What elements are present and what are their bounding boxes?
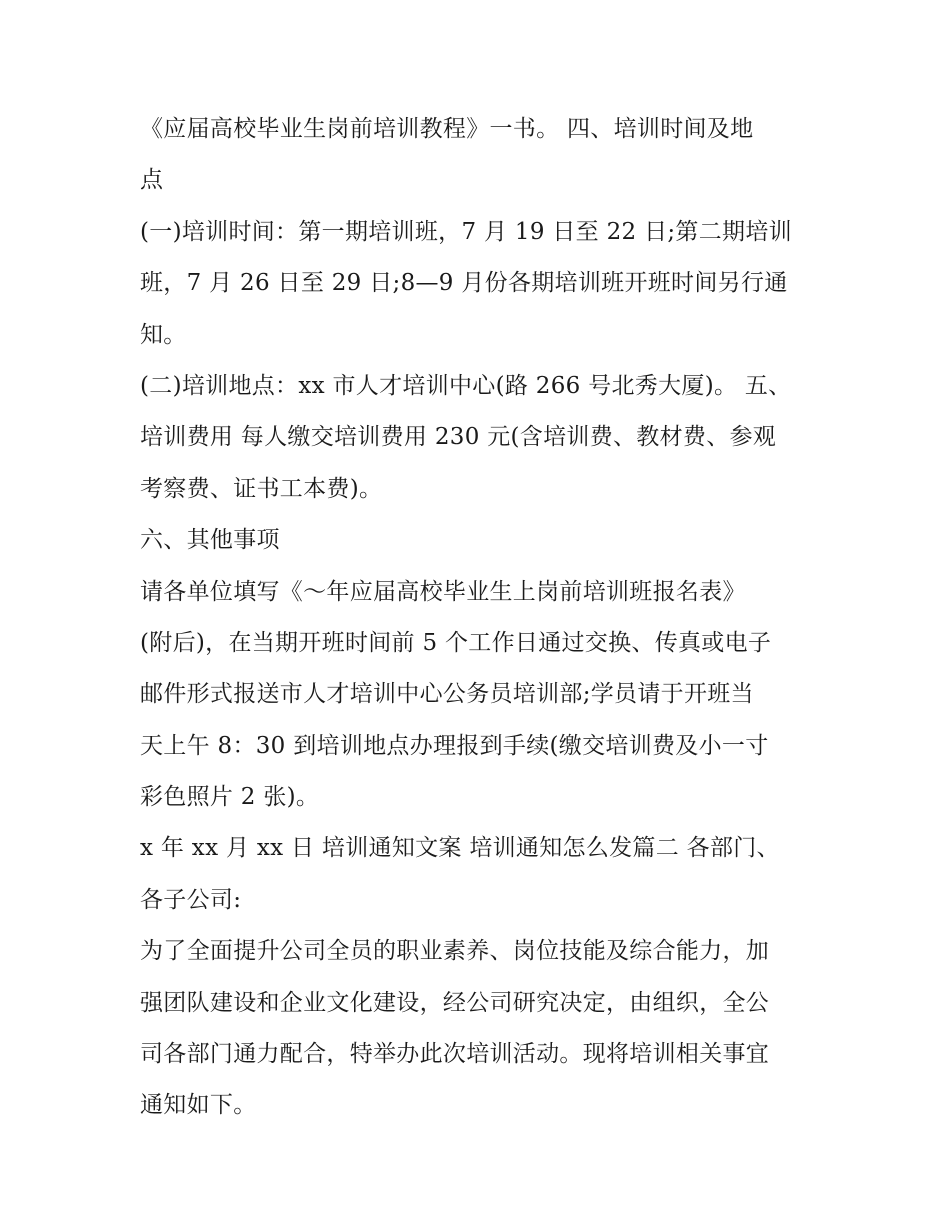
text-line: 为了全面提升公司全员的职业素养、岗位技能及综合能力，加 — [140, 938, 770, 965]
text-line: 天上午 8：30 到培训地点办理报到手续(缴交培训费及小一寸 — [140, 732, 769, 759]
text-line: 通知如下。 — [140, 1092, 257, 1119]
text-line: 请各单位填写《～年应届高校毕业生上岗前培训班报名表》 — [140, 578, 746, 605]
text-line: 各子公司: — [140, 886, 242, 913]
text-line: 司各部门通力配合，特举办此次培训活动。现将培训相关事宜 — [140, 1041, 770, 1068]
text-line: 知。 — [140, 321, 187, 348]
text-line: 强团队建设和企业文化建设，经公司研究决定，由组织，全公 — [140, 989, 770, 1016]
text-line: 考察费、证书工本费)。 — [140, 475, 383, 502]
text-line: 彩色照片 2 张)。 — [140, 784, 320, 811]
text-line: (一)培训时间：第一期培训班，7 月 19 日至 22 日;第二期培训 — [140, 218, 792, 245]
text-line: (二)培训地点：xx 市人才培训中心(路 266 号北秀大厦)。 五、 — [140, 372, 792, 399]
text-line: 《应届高校毕业生岗前培训教程》一书。 四、培训时间及地 — [140, 116, 754, 142]
text-line: 班，7 月 26 日至 29 日;8—9 月份各期培训班开班时间另行通 — [140, 270, 788, 297]
text-line: 培训费用 每人缴交培训费用 230 元(含培训费、教材费、参观 — [140, 424, 777, 451]
text-line: x 年 xx 月 xx 日 培训通知文案 培训通知怎么发篇二 各部门、 — [140, 835, 780, 862]
document-body — [140, 104, 820, 1132]
section-heading: 六、其他事项 — [140, 527, 280, 554]
text-line: 邮件形式报送市人才培训中心公务员培训部;学员请于开班当 — [140, 681, 754, 708]
text-line: (附后)，在当期开班时间前 5 个工作日通过交换、传真或电子 — [140, 629, 772, 656]
text-line: 点 — [140, 167, 164, 194]
